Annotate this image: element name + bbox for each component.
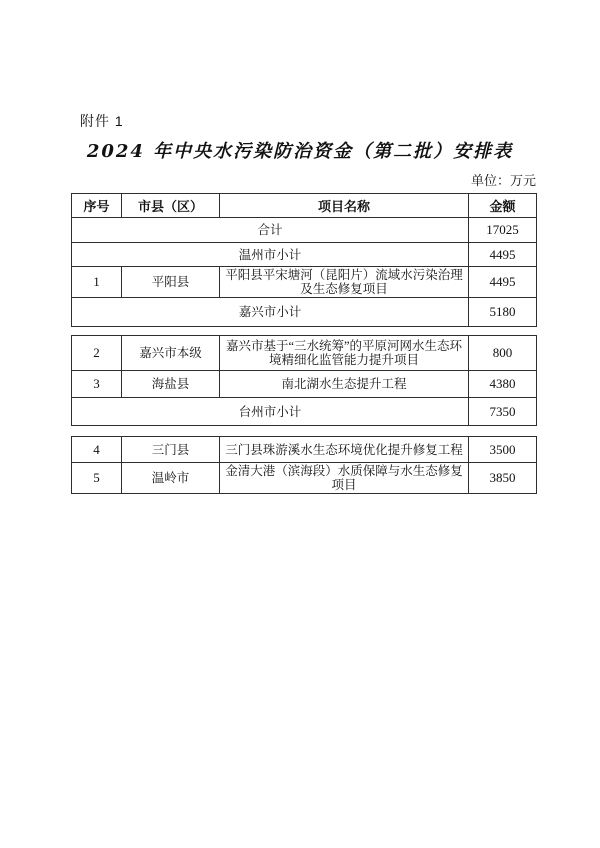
column-header-amount: 金额 [469, 194, 537, 218]
table-row-item-3 [72, 371, 537, 398]
table-segment-3 [71, 436, 537, 494]
region-cell: 海盐县 [122, 371, 220, 398]
table-row-subtotal-jiaxing [72, 298, 537, 327]
amount-cell: 800 [469, 336, 537, 371]
table-row-item-4 [72, 437, 537, 463]
table-row-item-2 [72, 336, 537, 371]
project-cell: 三门县珠游溪水生态环境优化提升修复工程 [220, 437, 469, 463]
table-row-subtotal-wenzhou [72, 243, 537, 267]
total-amount-cell: 17025 [469, 218, 537, 243]
table-header-row [72, 194, 537, 218]
project-cell: 嘉兴市基于“三水统筹”的平原河网水生态环境精细化监管能力提升项目 [220, 336, 469, 371]
subtotal-label-cell: 台州市小计 [72, 398, 469, 426]
attachment-label: 附件 1 [80, 113, 124, 129]
table-row-total [72, 218, 537, 243]
region-cell: 三门县 [122, 437, 220, 463]
project-cell: 南北湖水生态提升工程 [220, 371, 469, 398]
region-cell: 平阳县 [122, 267, 220, 298]
table-row-subtotal-taizhou [72, 398, 537, 426]
subtotal-amount-cell: 7350 [469, 398, 537, 426]
document-title: 2024 年中央水污染防治资金（第二批）安排表 [86, 141, 514, 162]
column-header-region: 市县（区） [122, 194, 220, 218]
amount-cell: 3500 [469, 437, 537, 463]
arrangement-table [71, 193, 536, 494]
table-row-item-1 [72, 267, 537, 298]
table-segment-2 [71, 335, 537, 426]
seq-cell: 3 [72, 371, 122, 398]
seq-cell: 4 [72, 437, 122, 463]
region-cell: 温岭市 [122, 463, 220, 494]
project-cell: 平阳县平宋塘河（昆阳片）流域水污染治理及生态修复项目 [220, 267, 469, 298]
seq-cell: 2 [72, 336, 122, 371]
subtotal-label-cell: 嘉兴市小计 [72, 298, 469, 327]
total-label-cell: 合计 [72, 218, 469, 243]
subtotal-amount-cell: 5180 [469, 298, 537, 327]
amount-cell: 4380 [469, 371, 537, 398]
seq-cell: 1 [72, 267, 122, 298]
seq-cell: 5 [72, 463, 122, 494]
column-header-seq: 序号 [72, 194, 122, 218]
table-segment-1 [71, 193, 537, 327]
subtotal-amount-cell: 4495 [469, 243, 537, 267]
column-header-project: 项目名称 [220, 194, 469, 218]
project-cell: 金清大港（滨海段）水质保障与水生态修复项目 [220, 463, 469, 494]
amount-cell: 3850 [469, 463, 537, 494]
unit-note: 单位：万元 [470, 173, 536, 188]
region-cell: 嘉兴市本级 [122, 336, 220, 371]
subtotal-label-cell: 温州市小计 [72, 243, 469, 267]
table-row-item-5 [72, 463, 537, 494]
amount-cell: 4495 [469, 267, 537, 298]
